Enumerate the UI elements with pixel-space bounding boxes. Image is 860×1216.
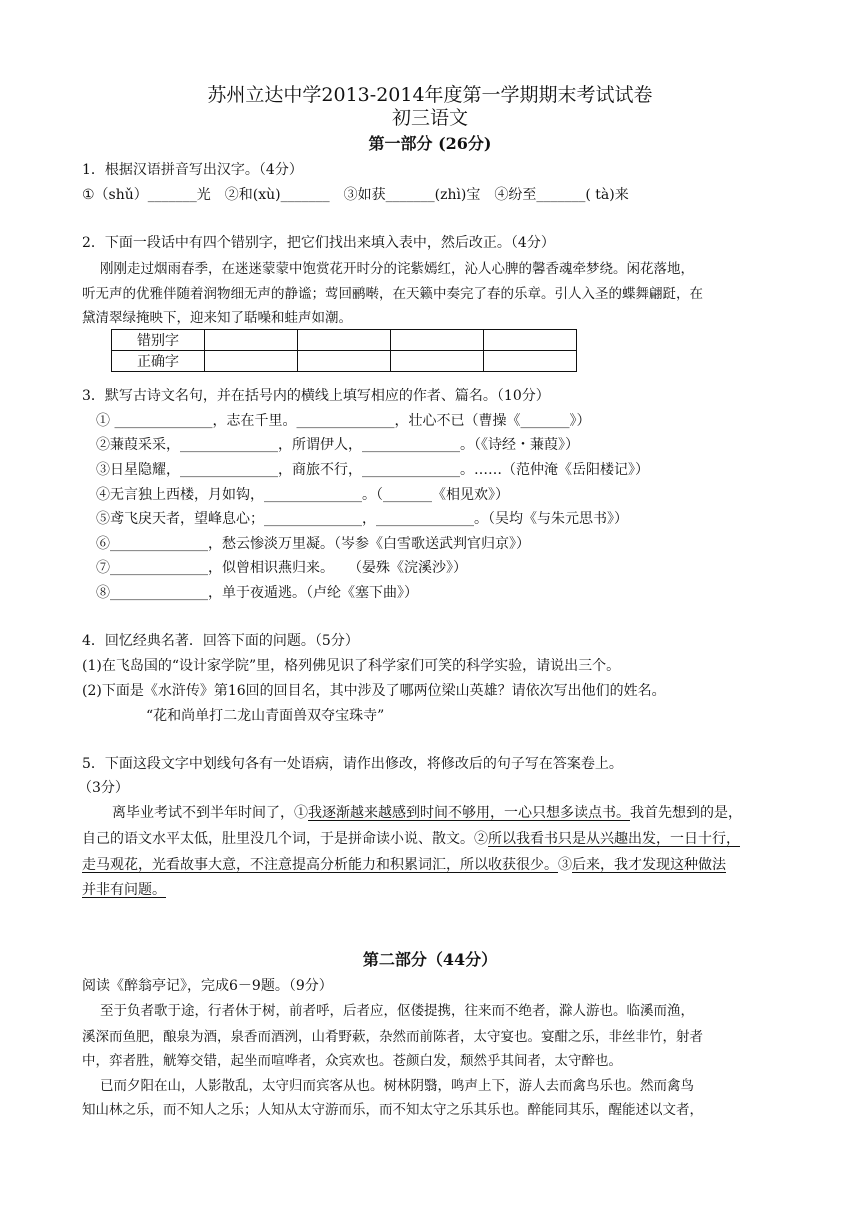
exam-title: 苏州立达中学2013-2014年度第一学期期末考试试卷	[207, 84, 653, 106]
q3-item: ③日星隐耀，______________，商旅不行，______________。……（范仲淹《岳阳楼记》）	[96, 462, 649, 478]
q1-pinyin-line: ①（shǔ）_______光 ②和(xù)_______ ③如获_______(zhì)宝 ④纷至_______( tà)来	[82, 187, 629, 203]
answer-cell[interactable]	[298, 330, 391, 351]
q5-underlined-sentence: 所以我看书只是从兴趣出发，一日十行，	[488, 831, 740, 847]
answer-cell[interactable]	[205, 330, 298, 351]
answer-cell[interactable]	[205, 351, 298, 372]
q5-stem: 5．下面这段文字中划线句各有一处语病，请作出修改，将修改后的句子写在答案卷上。	[82, 756, 623, 772]
q2-passage-line: 刚刚走过烟雨春季，在迷迷蒙蒙中饱赏花开时分的诧紫嫣红，沁人心脾的馨香魂牵梦绕。闲花落地，	[100, 261, 694, 277]
q5-text: ③	[558, 857, 572, 873]
q3-item: ⑥______________，愁云惨淡万里凝。（岑参《白雪歌送武判官归京》）	[96, 536, 530, 552]
typo-correction-table	[111, 329, 577, 372]
q1-stem: 1．根据汉语拼音写出汉字。（4分）	[82, 162, 303, 178]
q5-paragraph-line	[82, 881, 166, 899]
table-row	[112, 330, 577, 351]
q5-paragraph-line	[112, 804, 742, 822]
reading-stem: 阅读《醉翁亭记》，完成6－9题。（9分）	[82, 978, 333, 994]
q2-passage-line: 黛清翠绿掩映下，迎来知了聒噪和蛙声如潮。	[82, 310, 352, 326]
q4-sub1: (1)在飞岛国的“设计家学院”里，格列佛见识了科学家们可笑的科学实验，请说出三个。	[82, 658, 621, 674]
answer-cell[interactable]	[484, 330, 577, 351]
q5-text: 自己的语文水平太低，肚里没几个词，于是拼命读小说、散文。②	[82, 831, 488, 847]
reading-passage-line: 知山林之乐，而不知人之乐；人知从太守游而乐，而不知太守之乐其乐也。醉能同其乐，醒能述以文者，	[82, 1102, 703, 1118]
reading-passage-line: 中，弈者胜，觥筹交错，起坐而喧哗者，众宾欢也。苍颜白发，颓然乎其间者，太守醉也。	[82, 1053, 622, 1069]
q3-item: ⑧______________，单于夜遁逃。（卢纶《塞下曲》）	[96, 585, 418, 601]
q2-passage-line: 听无声的优雅伴随着润物细无声的静谧；莺回鹂啭，在天籁中奏完了春的乐章。引人入圣的蝶舞翩跹，在	[82, 286, 703, 302]
q3-item: ④无言独上西楼，月如钩，______________。（_______《相见欢》）	[96, 487, 509, 503]
q5-underlined-sentence: 走马观花，光看故事大意，不注意提高分析能力和积累词汇，所以收获很少。	[82, 857, 558, 873]
q5-score: （3分）	[78, 780, 129, 796]
reading-passage-line: 至于负者歌于途，行者休于树，前者呼，后者应，伛偻提携，往来而不绝者，滁人游也。临溪而渔，	[100, 1003, 694, 1019]
reading-passage-line: 已而夕阳在山，人影散乱，太守归而宾客从也。树林阴翳，鸣声上下，游人去而禽鸟乐也。然而禽鸟	[100, 1078, 694, 1094]
q4-chapter-title: “花和尚单打二龙山青面兽双夺宝珠寺”	[146, 708, 385, 724]
part2-heading: 第二部分（44分）	[362, 950, 498, 969]
q3-item: ⑦______________，似曾相识燕归来。 （晏殊《浣溪沙》）	[96, 560, 467, 576]
q5-text: 我首先想到的是，	[630, 805, 742, 821]
q5-underlined-sentence: 我逐渐越来越感到时间不够用，一心只想多读点书。	[308, 805, 630, 821]
typo-row-label: 错别字	[112, 330, 205, 351]
q3-item: ① ______________，志在千里。______________，壮心不已（曹操《_______》）	[96, 413, 591, 429]
q5-text: 离毕业考试不到半年时间了，①	[112, 805, 308, 821]
answer-cell[interactable]	[484, 351, 577, 372]
q4-stem: 4．回忆经典名著．回答下面的问题。（5分）	[82, 633, 359, 649]
q3-stem: 3．默写古诗文名句，并在括号内的横线上填写相应的作者、篇名。（10分）	[82, 388, 550, 404]
table-row	[112, 351, 577, 372]
exam-subtitle: 初三语文	[391, 107, 468, 129]
part1-heading: 第一部分 (26分)	[368, 134, 492, 153]
q3-item: ②蒹葭采采，______________，所谓伊人，______________。（《诗经・蒹葭》）	[96, 437, 579, 453]
answer-cell[interactable]	[298, 351, 391, 372]
correct-row-label: 正确字	[112, 351, 205, 372]
reading-passage-line: 溪深而鱼肥，酿泉为酒，泉香而酒洌，山肴野蔌，杂然而前陈者，太守宴也。宴酣之乐，非丝非竹，射者	[82, 1029, 703, 1045]
q4-sub2: (2)下面是《水浒传》第16回的回目名，其中涉及了哪两位梁山英雄？请依次写出他们的姓名。	[82, 683, 666, 699]
q5-underlined-sentence: 后来，我才发现这种做法	[572, 857, 726, 873]
answer-cell[interactable]	[391, 330, 484, 351]
q5-paragraph-line	[82, 856, 726, 874]
q5-underlined-sentence: 并非有问题。	[82, 882, 166, 898]
q2-stem: 2．下面一段话中有四个错别字，把它们找出来填入表中，然后改正。（4分）	[82, 235, 555, 251]
q3-item: ⑤鸢飞戾天者，望峰息心；______________，______________。（吴均《与朱元思书》）	[96, 511, 628, 527]
q5-paragraph-line	[82, 830, 740, 848]
answer-cell[interactable]	[391, 351, 484, 372]
